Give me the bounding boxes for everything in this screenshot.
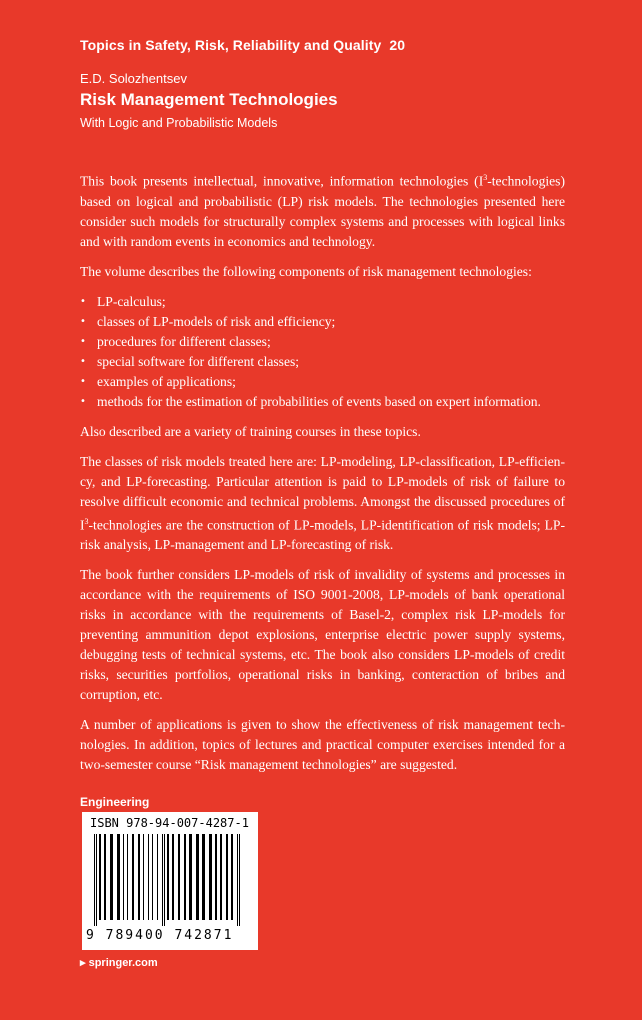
components-intro: The volume describes the following components of risk management technologies: <box>80 263 532 279</box>
barcode-bars <box>92 834 248 926</box>
book-subtitle: With Logic and Probabilistic Models <box>80 116 278 130</box>
barcode-bar <box>123 834 124 920</box>
bullet-icon: • <box>80 395 86 407</box>
barcode-bar <box>189 834 192 920</box>
list-item: • examples of applications; <box>80 372 565 392</box>
publisher-website: ▸ springer.com <box>80 957 158 969</box>
barcode-bar <box>196 834 199 920</box>
barcode-bar <box>94 834 95 926</box>
ean-digits: 9 789400 742871 <box>86 928 234 943</box>
applications-paragraph: A number of applications is given to show the effectiveness of risk management technologies. In addition, topics of lectures and practical computer exercises intended for a two-semester course “Risk management technologies” are suggested. <box>80 717 565 773</box>
barcode-bar <box>226 834 228 920</box>
barcode-bar <box>162 834 163 926</box>
bullet-icon: • <box>80 355 86 367</box>
series-title <box>80 37 405 53</box>
barcode-bar <box>132 834 134 920</box>
author-name: E.D. Solozhentsev <box>80 71 187 86</box>
barcode-bar <box>138 834 140 920</box>
bullet-icon: • <box>80 335 86 347</box>
barcode-bar <box>127 834 128 920</box>
barcode-bar <box>215 834 217 920</box>
barcode-bar <box>167 834 169 920</box>
bullet-icon: • <box>80 295 86 307</box>
bullet-icon: • <box>80 375 86 387</box>
barcode-bar <box>143 834 144 920</box>
barcode-bar <box>202 834 205 920</box>
barcode-bar <box>157 834 158 920</box>
barcode-bar <box>99 834 101 920</box>
barcode-bar <box>110 834 113 920</box>
barcode-bar <box>184 834 186 920</box>
barcode-bar <box>237 834 238 926</box>
classes-paragraph: The classes of risk models treated here are: LP-modeling, LP-classification, LP-efficiency, and LP-forecasting. Particular attention is paid to LP-models of risk of failure to resolve difficult economic and technical problems. Amongst the discussed procedures of $I^3$-technologies are the construction of LP-models, LP-identification of risk models; LP-risk analysis, LP-management and LP-forecasting of risk. <box>80 453 565 553</box>
list-item: • classes of LP-models of risk and efficiency; <box>80 312 565 332</box>
description <box>80 168 565 785</box>
list-item: • LP-calculus; <box>80 292 565 312</box>
further-paragraph: The book further considers LP-models of risk of invalidity of systems and processes in accordance with the requirements of ISO 9001-2008, LP-models of bank operational risks in accordance with the requirements of Basel-2, complex risk LP-models for preventing ammunition depot explosions, enterprise electric power supply systems, debugging tests of technical systems, etc. The book also considers LP-models of credit risks, securities portfolios, operational risks in banking, conteraction of bribes and corruption, etc. <box>80 567 565 703</box>
barcode-bar <box>152 834 153 920</box>
series-name: Topics in Safety, Risk, Reliability and Quality <box>80 37 382 53</box>
barcode-bar <box>104 834 106 920</box>
barcode <box>82 812 258 950</box>
subject-category: Engineering <box>80 795 150 809</box>
barcode-bar <box>164 834 165 926</box>
intro-paragraph: This book presents intellectual, innovative, information technologies $(I^3-technologies)$ based on logical and probabilistic (LP) risk models. The technologies presented here consider such models for structurally complex systems and processes with logical links and with random events in economics and technology. <box>80 173 565 249</box>
isbn-label: ISBN 978-94-007-4287-1 <box>90 816 249 830</box>
training-paragraph: Also described are a variety of training courses in these topics. <box>80 423 421 439</box>
barcode-bar <box>231 834 233 920</box>
barcode-bar <box>239 834 240 926</box>
series-volume: 20 <box>389 37 406 53</box>
components-list <box>80 292 565 412</box>
barcode-bar <box>178 834 180 920</box>
barcode-bar <box>148 834 149 920</box>
list-item: • procedures for different classes; <box>80 332 565 352</box>
list-item: • special software for different classes; <box>80 352 565 372</box>
barcode-bar <box>117 834 120 920</box>
book-title: Risk Management Technologies <box>80 90 338 109</box>
barcode-bar <box>96 834 97 926</box>
list-item: • methods for the estimation of probabilities of events based on expert information. <box>80 392 565 412</box>
bullet-icon: • <box>80 315 86 327</box>
barcode-bar <box>172 834 174 920</box>
barcode-bar <box>220 834 222 920</box>
barcode-bar <box>209 834 212 920</box>
